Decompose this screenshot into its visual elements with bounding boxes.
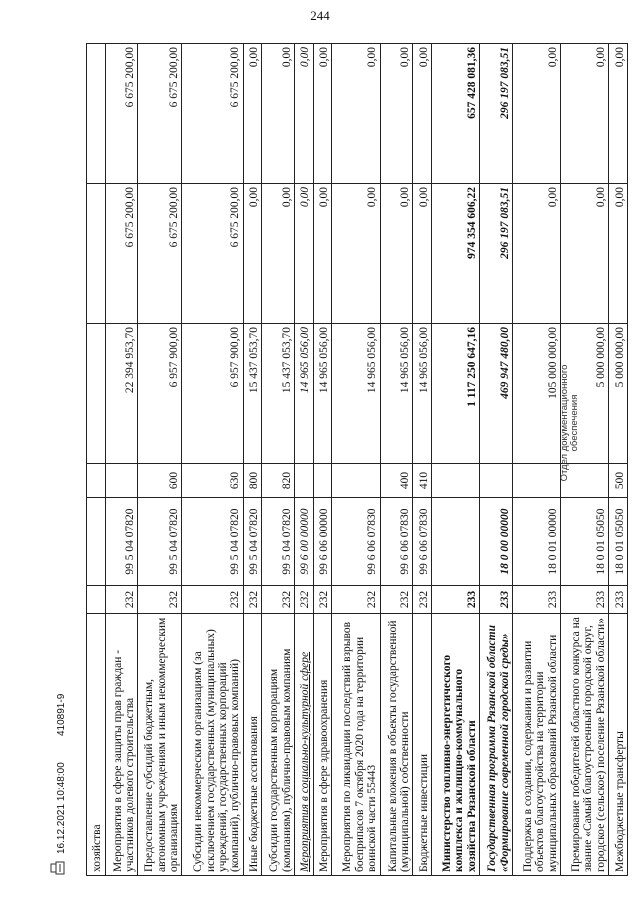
row-value-3: 0,00 — [561, 44, 609, 184]
row-value-2: 0,00 — [295, 184, 314, 324]
row-value-1 — [87, 324, 106, 464]
row-name: Предоставление субсидий бюджетным, автономным учреждениям и иным некоммерческим организациям — [138, 614, 182, 876]
row-value-1: 5 000 000,00 — [561, 324, 609, 464]
table-row — [380, 44, 413, 876]
row-value-3: 0,00 — [262, 44, 295, 184]
row-value-2: 296 197 083,51 — [480, 184, 513, 324]
row-name: Субсидии некоммерческим организациям (за исключением государственных (муниципальных) учреждений, государственных корпораций (компаний), публично-правовых компаний) — [182, 614, 243, 876]
row-value-3: 0,00 — [609, 44, 628, 184]
table-row — [313, 44, 332, 876]
row-vr: 500 — [609, 464, 628, 498]
row-value-2: 6 675 200,00 — [138, 184, 182, 324]
row-value-2: 0,00 — [262, 184, 295, 324]
printer-logo-icon — [48, 860, 68, 876]
row-csr: 18 0 00 00000 — [480, 498, 513, 586]
table-row — [332, 44, 380, 876]
document-footer — [36, 44, 76, 876]
row-code: 233 — [431, 586, 479, 614]
row-value-2: 0,00 — [413, 184, 432, 324]
row-value-1: 5 000 000,00 — [609, 324, 628, 464]
row-value-3: 6 675 200,00 — [138, 44, 182, 184]
row-csr — [87, 498, 106, 586]
table-row — [262, 44, 295, 876]
row-name: хозяйства — [87, 614, 106, 876]
footer-code: 410891-9 — [56, 693, 67, 736]
row-code: 232 — [313, 586, 332, 614]
row-code: 232 — [243, 586, 262, 614]
row-vr — [313, 464, 332, 498]
row-value-2: 0,00 — [561, 184, 609, 324]
footer-date: 16.12.2021 10:48:00 — [56, 762, 67, 854]
row-code — [87, 586, 106, 614]
row-value-3: 0,00 — [512, 44, 560, 184]
row-value-1: 14 965 056,00 — [413, 324, 432, 464]
row-value-1: 14 965 056,00 — [380, 324, 413, 464]
row-value-1: 22 394 953,70 — [105, 324, 138, 464]
row-value-2: 6 675 200,00 — [182, 184, 243, 324]
row-value-3: 0,00 — [295, 44, 314, 184]
row-value-2: 6 675 200,00 — [105, 184, 138, 324]
row-name: Иные бюджетные ассигнования — [243, 614, 262, 876]
row-vr — [105, 464, 138, 498]
row-value-3: 0,00 — [313, 44, 332, 184]
row-vr: 800 — [243, 464, 262, 498]
budget-table — [86, 43, 628, 876]
row-vr — [87, 464, 106, 498]
row-value-3: 296 197 083,51 — [480, 44, 513, 184]
row-name: Мероприятия по ликвидации последствий взрывов боеприпасов 7 октября 2020 года на территории воинской части 55443 — [332, 614, 380, 876]
row-csr: 99 5 04 07820 — [262, 498, 295, 586]
row-value-3: 657 428 081,36 — [431, 44, 479, 184]
row-value-1: 105 000 000,00 — [512, 324, 560, 464]
row-value-1: 15 437 053,70 — [262, 324, 295, 464]
row-csr: 99 6 00 00000 — [295, 498, 314, 586]
row-vr: 630 — [182, 464, 243, 498]
row-value-1: 469 947 480,00 — [480, 324, 513, 464]
row-code: 232 — [413, 586, 432, 614]
row-name: Субсидии государственным корпорациям (компаниям), публично-правовым компаниям — [262, 614, 295, 876]
department-stamp — [560, 298, 596, 548]
page-number: 244 — [310, 8, 330, 23]
row-vr — [431, 464, 479, 498]
row-code: 232 — [182, 586, 243, 614]
row-code: 233 — [480, 586, 513, 614]
table-row — [609, 44, 628, 876]
row-name: Бюджетные инвестиции — [413, 614, 432, 876]
row-vr: 400 — [380, 464, 413, 498]
table-row — [295, 44, 314, 876]
table-row — [413, 44, 432, 876]
row-value-3 — [87, 44, 106, 184]
row-value-3: 6 675 200,00 — [182, 44, 243, 184]
row-vr — [480, 464, 513, 498]
row-value-1: 14 965 056,00 — [313, 324, 332, 464]
row-csr: 99 5 04 07820 — [105, 498, 138, 586]
row-vr — [295, 464, 314, 498]
row-value-1: 6 957 900,00 — [138, 324, 182, 464]
row-csr: 99 5 04 07820 — [182, 498, 243, 586]
row-code: 233 — [512, 586, 560, 614]
row-code: 233 — [561, 586, 609, 614]
row-code: 233 — [609, 586, 628, 614]
row-csr: 99 5 04 07820 — [138, 498, 182, 586]
row-value-1: 14 965 056,00 — [332, 324, 380, 464]
row-value-1: 15 437 053,70 — [243, 324, 262, 464]
row-value-3: 0,00 — [332, 44, 380, 184]
table-row — [243, 44, 262, 876]
row-csr — [431, 498, 479, 586]
table-row — [512, 44, 560, 876]
row-code: 232 — [105, 586, 138, 614]
row-value-3: 0,00 — [413, 44, 432, 184]
table-row — [138, 44, 182, 876]
row-csr: 99 6 06 00000 — [313, 498, 332, 586]
row-value-1: 1 117 250 647,16 — [431, 324, 479, 464]
row-value-1: 14 965 056,00 — [295, 324, 314, 464]
table-row — [182, 44, 243, 876]
row-name: Мероприятия в сфере защиты прав граждан - участников долевого строительства — [105, 614, 138, 876]
budget-table-rotated — [86, 44, 628, 876]
row-csr: 18 0 01 05050 — [561, 498, 609, 586]
row-value-1: 6 957 900,00 — [182, 324, 243, 464]
row-vr: 410 — [413, 464, 432, 498]
row-csr: 99 6 06 07830 — [413, 498, 432, 586]
row-value-2: 0,00 — [609, 184, 628, 324]
row-code: 232 — [295, 586, 314, 614]
row-csr: 18 0 01 00000 — [512, 498, 560, 586]
row-code: 232 — [380, 586, 413, 614]
row-csr: 99 6 06 07830 — [332, 498, 380, 586]
row-csr: 18 0 01 05050 — [609, 498, 628, 586]
table-row — [431, 44, 479, 876]
row-value-2: 0,00 — [512, 184, 560, 324]
stamp-line-1: Отдел документационного — [559, 364, 570, 482]
row-value-3: 0,00 — [380, 44, 413, 184]
row-value-2: 974 354 606,22 — [431, 184, 479, 324]
row-name: Поддержка в создании, содержании и развитии объектов благоустройства на территории муниципальных образований Рязанской области — [512, 614, 560, 876]
row-name: Министерство топливно-энергетического комплекса и жилищно-коммунального хозяйства Рязанской области — [431, 614, 479, 876]
row-vr: 600 — [138, 464, 182, 498]
row-value-2: 0,00 — [332, 184, 380, 324]
row-value-2 — [87, 184, 106, 324]
row-value-3: 0,00 — [243, 44, 262, 184]
row-name: Капитальные вложения в объекты государственной (муниципальной) собственности — [380, 614, 413, 876]
row-code: 232 — [138, 586, 182, 614]
row-name: Мероприятия в социально-культурной сфере — [295, 614, 314, 876]
row-name: Межбюджетные трансферты — [609, 614, 628, 876]
table-row — [105, 44, 138, 876]
row-code: 232 — [262, 586, 295, 614]
row-code: 232 — [332, 586, 380, 614]
row-value-3: 6 675 200,00 — [105, 44, 138, 184]
row-name: Мероприятия в сфере здравоохранения — [313, 614, 332, 876]
table-row — [87, 44, 106, 876]
row-value-2: 0,00 — [380, 184, 413, 324]
row-name: Государственная программа Рязанской области «Формирование современной городской среды» — [480, 614, 513, 876]
table-row — [480, 44, 513, 876]
row-value-2: 0,00 — [243, 184, 262, 324]
row-value-2: 0,00 — [313, 184, 332, 324]
row-vr: 820 — [262, 464, 295, 498]
row-vr — [332, 464, 380, 498]
row-vr — [512, 464, 560, 498]
row-name: Премирование победителей областного конкурса на звание «Самый благоустроенный городской округ, городское (сельское) поселение Рязанской области» — [561, 614, 609, 876]
row-csr: 99 6 06 07830 — [380, 498, 413, 586]
stamp-line-2: обеспечения — [569, 394, 581, 452]
row-csr: 99 5 04 07820 — [243, 498, 262, 586]
